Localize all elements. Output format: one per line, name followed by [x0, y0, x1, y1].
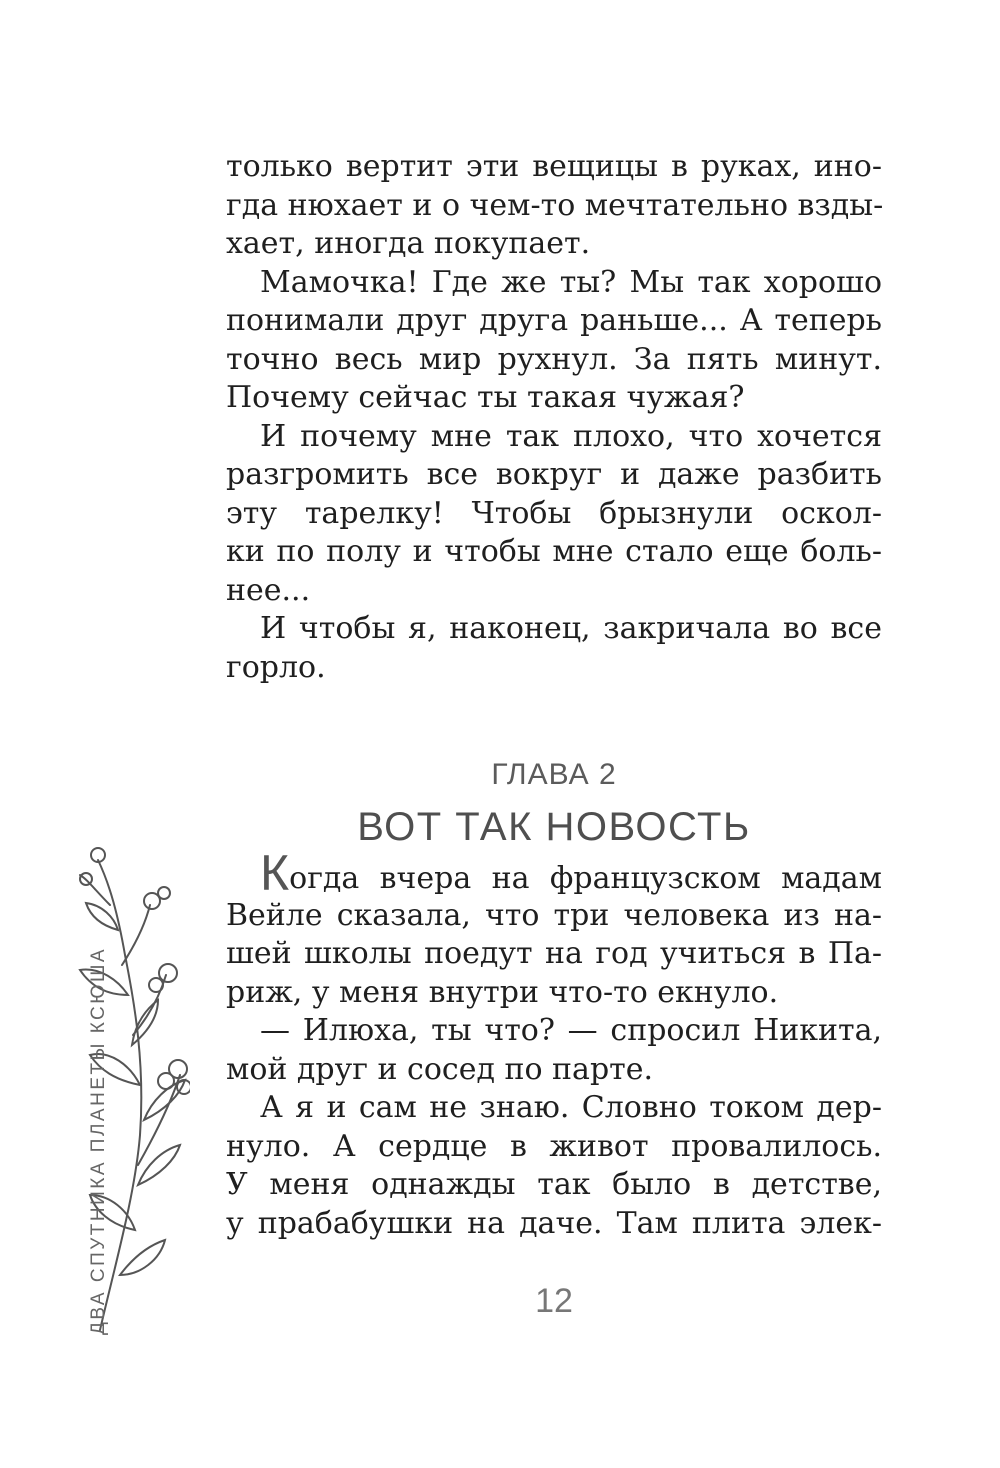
text-line: только вертит эти вещицы в руках, ино-	[226, 149, 882, 184]
text-line: — Илюха, ты что? — спросил Никита,	[260, 1013, 882, 1048]
text-line: Почему сейчас ты такая чужая?	[226, 380, 745, 415]
text-line: мой друг и сосед по парте.	[226, 1051, 654, 1087]
text-line: хает, иногда покупает.	[226, 226, 591, 261]
text-line: у прабабушки на даче. Там плита элек-	[226, 1205, 882, 1241]
text-line: У меня однажды так было в детстве,	[226, 1167, 882, 1202]
text-line: горло.	[226, 649, 326, 685]
text-line: нее...	[226, 572, 311, 608]
chapter-label: ГЛАВА 2	[491, 758, 617, 791]
drop-cap: К	[260, 845, 290, 901]
text-line: шей школы поедут на год учиться в Па-	[226, 936, 882, 971]
text-block-chapter	[226, 845, 882, 1243]
text-block-top	[226, 148, 882, 687]
first-line-text: огда вчера на французском мадам	[289, 861, 882, 896]
text-line: Мамочка! Где же ты? Мы так хорошо	[260, 264, 882, 300]
text-line: ки по полу и чтобы мне стало еще боль-	[226, 534, 882, 569]
text-line: эту тарелку! Чтобы брызнули оскол-	[226, 495, 882, 531]
text-line: А я и сам не знаю. Словно током дер-	[260, 1090, 882, 1125]
text-line: риж, у меня внутри что-то екнуло.	[226, 974, 779, 1010]
text-line: И чтобы я, наконец, закричала во все	[260, 611, 882, 646]
page-number: 12	[535, 1282, 573, 1320]
side-caption: ДВА СПУТНИКА ПЛАНЕТЫ КСЮША	[88, 946, 109, 1335]
text-line: точно весь мир рухнул. За пять минут.	[226, 341, 882, 377]
text-line: разгромить все вокруг и даже разбить	[226, 457, 882, 492]
chapter-title: ВОТ ТАК НОВОСТЬ	[357, 805, 751, 849]
text-line: И почему мне так плохо, что хочется	[260, 418, 882, 454]
flower-sprig-icon	[40, 835, 190, 1335]
text-line: понимали друг друга раньше... А теперь	[226, 303, 882, 338]
text-line-first	[226, 845, 882, 901]
text-line: нуло. А сердце в живот провалилось.	[226, 1128, 882, 1164]
text-line: Вейле сказала, что три человека из на-	[226, 897, 882, 933]
text-line: гда нюхает и о чем-то мечтательно взды-	[226, 187, 884, 223]
